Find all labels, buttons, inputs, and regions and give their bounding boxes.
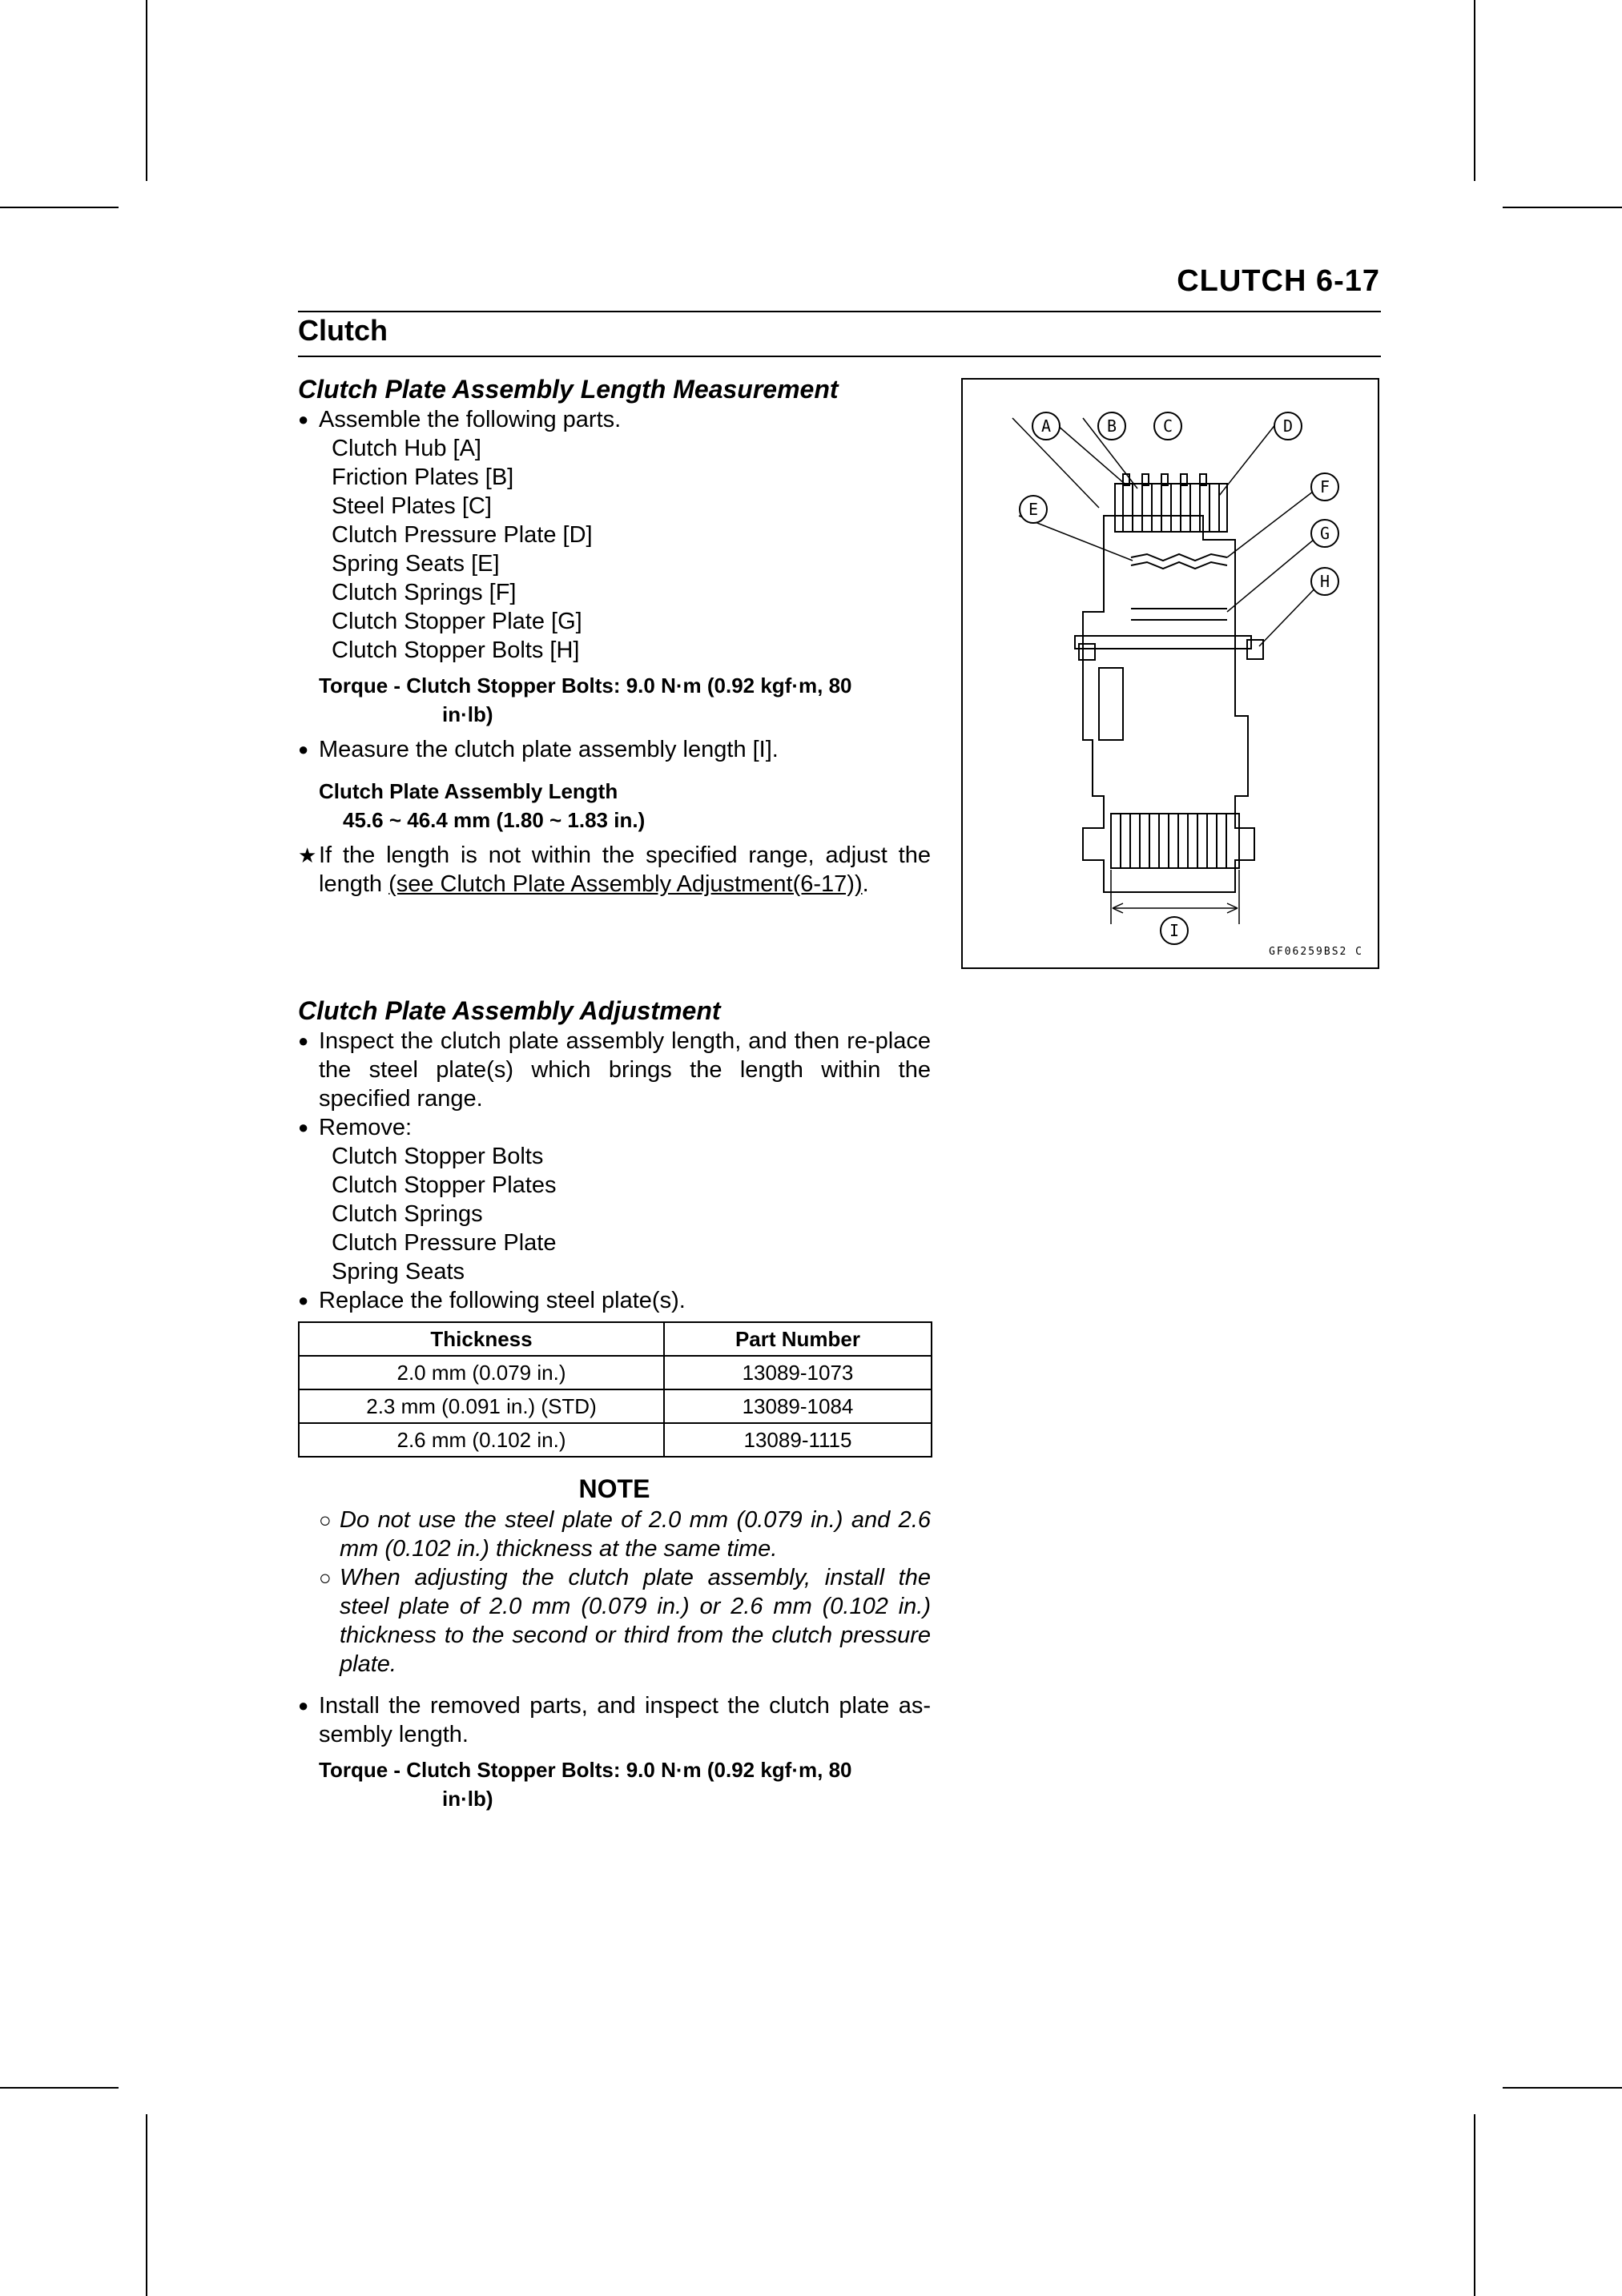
note-item: ○ When adjusting the clutch plate assembly, install the steel plate of 2.0 mm (0.079 in.) or 2.6 mm (0.102 in.) thickness to the second or third from the clutch pressure plate. xyxy=(298,1563,931,1679)
inspect-bullet: ● Inspect the clutch plate assembly length, and then re-place the steel plate(s) which brings the length within the specified range. xyxy=(298,1027,931,1113)
list-item: Spring Seats xyxy=(332,1259,465,1285)
upper-plate-stack xyxy=(1115,474,1227,532)
bearing-section xyxy=(1099,668,1123,740)
callout-d: D xyxy=(1282,416,1294,436)
clutch-figure xyxy=(961,378,1379,969)
length-dimension xyxy=(1111,870,1239,924)
callout-i: I xyxy=(1169,921,1180,940)
crop-mark xyxy=(1474,2114,1475,2296)
shaft-section xyxy=(1075,636,1251,649)
list-item: Clutch Springs [F] xyxy=(332,580,517,605)
clutch-diagram xyxy=(963,380,1378,967)
install-bullet: ● Install the removed parts, and inspect the clutch plate as-sembly length. xyxy=(298,1691,931,1749)
table-cell: 13089-1084 xyxy=(664,1389,932,1423)
figure-code: GF06259BS2 C xyxy=(1269,946,1363,958)
section-title: Clutch xyxy=(298,314,388,347)
callout-a: A xyxy=(1040,416,1052,436)
torque-spec xyxy=(298,1755,931,1813)
range-end: . xyxy=(862,871,869,897)
clutch-spring xyxy=(1131,554,1227,620)
adjustment-heading: Clutch Plate Assembly Adjustment xyxy=(298,996,721,1025)
torque-line: Torque - Clutch Stopper Bolts: 9.0 N·m (0.92 kgf·m, 80 xyxy=(319,1758,852,1782)
remove-list xyxy=(298,1142,931,1286)
table-row xyxy=(299,1356,932,1389)
measurement-section xyxy=(298,373,931,899)
torque-line: in·lb) xyxy=(442,1787,493,1811)
spec-title: Clutch Plate Assembly Length xyxy=(319,779,618,803)
callout-b: B xyxy=(1106,416,1117,436)
list-item: Clutch Stopper Plate [G] xyxy=(332,609,582,634)
measurement-heading: Clutch Plate Assembly Length Measurement xyxy=(298,375,839,404)
adjustment-link[interactable]: (see Clutch Plate Assembly Adjustment(6-17)) xyxy=(388,871,863,897)
adjustment-section xyxy=(298,995,931,1813)
crop-mark xyxy=(1503,207,1622,208)
callout-g: G xyxy=(1319,524,1330,543)
crop-mark xyxy=(146,2114,147,2296)
lower-plate-stack xyxy=(1111,814,1239,868)
assemble-bullet: ● Assemble the following parts. xyxy=(298,405,931,434)
replace-bullet: ● Replace the following steel plate(s). xyxy=(298,1286,931,1315)
table-cell: 2.6 mm (0.102 in.) xyxy=(299,1423,664,1457)
list-item: Clutch Pressure Plate [D] xyxy=(332,522,593,548)
crop-mark xyxy=(1474,0,1475,181)
table-cell: 13089-1115 xyxy=(664,1423,932,1457)
parts-list xyxy=(298,434,931,665)
table-row xyxy=(299,1423,932,1457)
callout-h: H xyxy=(1319,572,1330,591)
note-item: ○ Do not use the steel plate of 2.0 mm (0.079 in.) and 2.6 mm (0.102 in.) thickness at the same time. xyxy=(298,1506,931,1563)
list-item: Friction Plates [B] xyxy=(332,464,514,490)
page-header-title: CLUTCH 6-17 xyxy=(1177,264,1380,298)
list-item: Clutch Stopper Plates xyxy=(332,1172,557,1198)
header-rule xyxy=(298,311,1381,312)
table-cell: 13089-1073 xyxy=(664,1356,932,1389)
table-row xyxy=(299,1389,932,1423)
torque-line: Torque - Clutch Stopper Bolts: 9.0 N·m (0.92 kgf·m, 80 xyxy=(319,674,852,698)
length-spec xyxy=(298,777,931,834)
torque-line: in·lb) xyxy=(442,702,493,726)
callout-c: C xyxy=(1162,416,1173,436)
crop-mark xyxy=(1503,2087,1622,2089)
list-item: Spring Seats [E] xyxy=(332,551,500,577)
table-header: Part Number xyxy=(664,1322,932,1356)
callout-e: E xyxy=(1028,500,1039,519)
list-item: Clutch Stopper Bolts [H] xyxy=(332,637,580,663)
list-item: Clutch Stopper Bolts xyxy=(332,1144,544,1169)
bolt-head xyxy=(1079,644,1095,660)
crop-mark xyxy=(0,207,119,208)
callout-f: F xyxy=(1319,477,1330,497)
table-cell: 2.0 mm (0.079 in.) xyxy=(299,1356,664,1389)
measure-bullet: ● Measure the clutch plate assembly length [I]. xyxy=(298,735,931,764)
table-header-row xyxy=(299,1322,932,1356)
range-note xyxy=(298,841,931,899)
steel-plate-table xyxy=(298,1321,932,1458)
section-rule xyxy=(298,356,1381,357)
range-text: If the length is not within the specified range, adjust the length xyxy=(319,842,931,897)
crop-mark xyxy=(146,0,147,181)
list-item: Clutch Springs xyxy=(332,1201,483,1227)
spec-value: 45.6 ~ 46.4 mm (1.80 ~ 1.83 in.) xyxy=(343,808,646,832)
table-cell: 2.3 mm (0.091 in.) (STD) xyxy=(299,1389,664,1423)
torque-spec xyxy=(298,671,931,729)
crop-mark xyxy=(0,2087,119,2089)
list-item: Clutch Pressure Plate xyxy=(332,1230,557,1256)
list-item: Clutch Hub [A] xyxy=(332,436,481,461)
table-header: Thickness xyxy=(299,1322,664,1356)
remove-bullet: ● Remove: xyxy=(298,1113,931,1142)
list-item: Steel Plates [C] xyxy=(332,493,492,519)
note-title: NOTE xyxy=(578,1474,650,1503)
